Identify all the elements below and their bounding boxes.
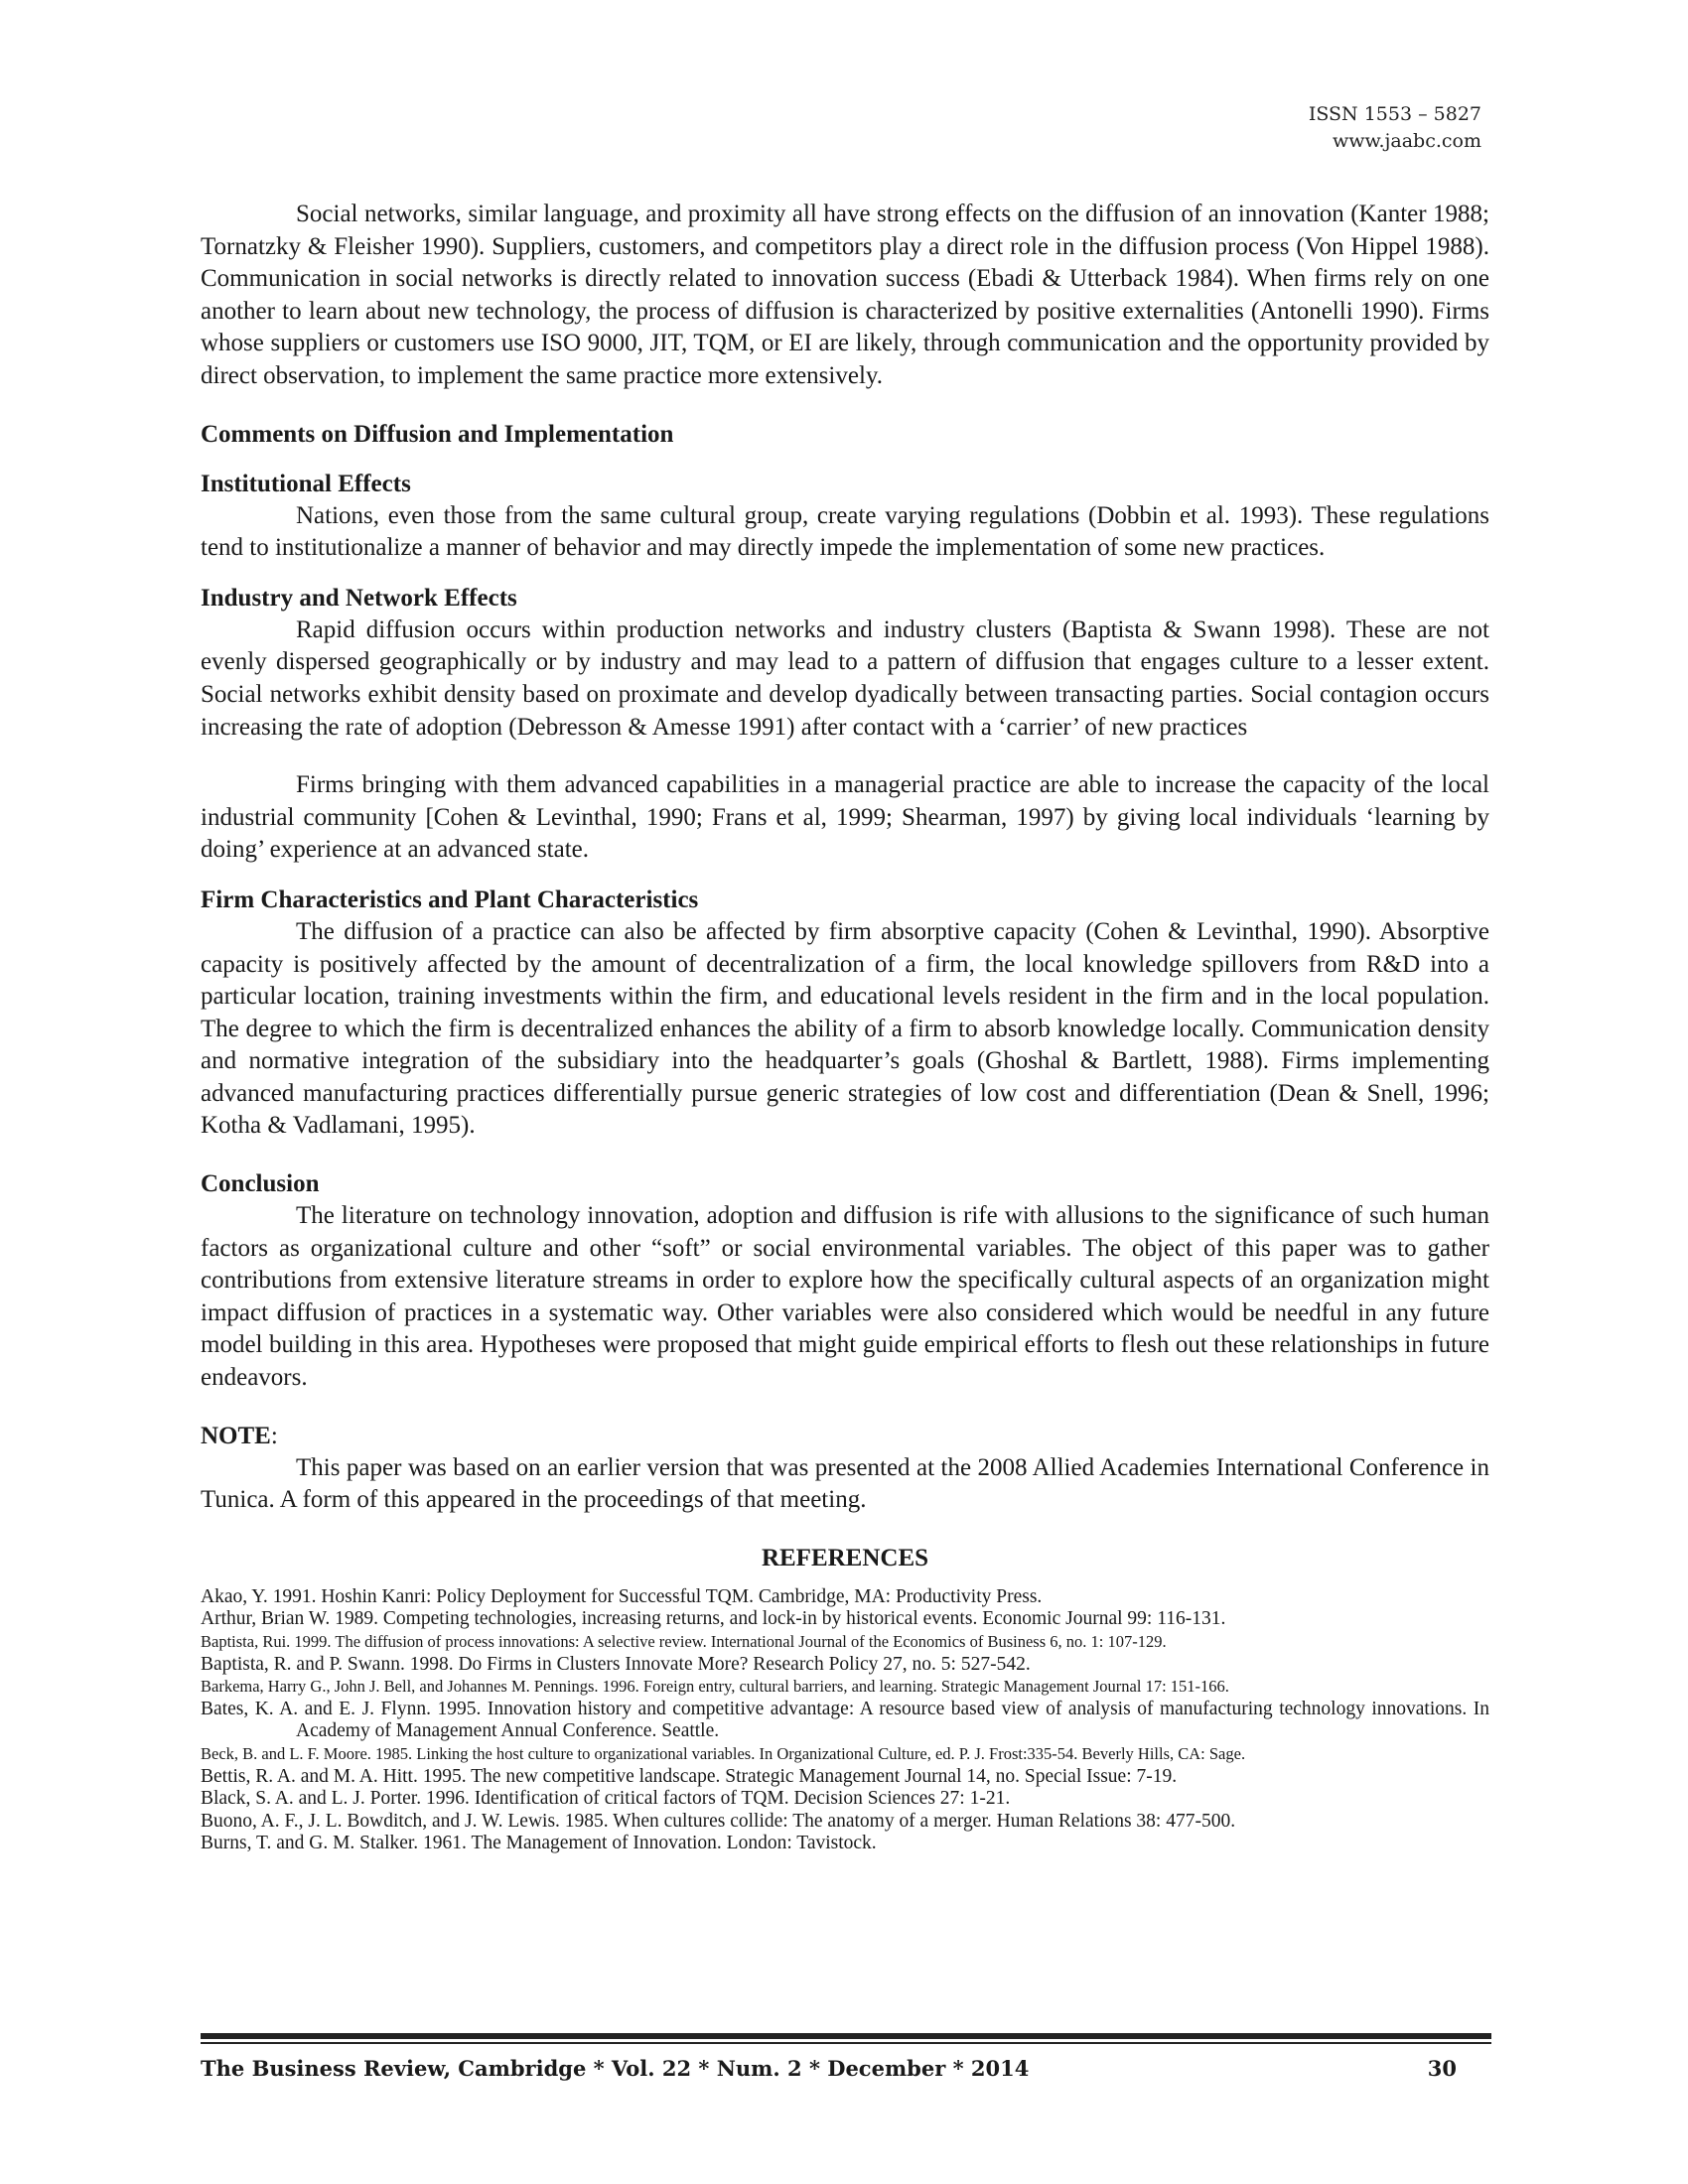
- issn-number: ISSN 1553 – 5827: [1308, 103, 1481, 125]
- reference-item: Black, S. A. and L. J. Porter. 1996. Identification of critical factors of TQM. Decision Sciences 27: 1-21.: [201, 1788, 1011, 1810]
- page-header: [1309, 101, 1481, 155]
- note-heading: [201, 1421, 1489, 1452]
- note-text: This paper was based on an earlier version that was presented at the 2008 Allied Academies International Conference in Tunica. A form of this appeared in the proceedings of that meeting.: [201, 1453, 1489, 1514]
- reference-item: Burns, T. and G. M. Stalker. 1961. The Management of Innovation. London: Tavistock.: [201, 1833, 877, 1854]
- industry-effects-text: Rapid diffusion occurs within production networks and industry clusters (Baptista & Swann 1998). These are not evenly dispersed geographically or by industry and may lead to a pattern of diffusion that engages culture to a lesser extent. Social networks exhibit density based on proximate and develop dyadically between transacting parties. Social contagion occurs increasing the rate of adoption (Debresson & Amesse 1991) after contact with a ‘carrier’ of new practices: [201, 615, 1489, 741]
- conclusion-heading: Conclusion: [201, 1170, 320, 1198]
- reference-item: Barkema, Harry G., John J. Bell, and Johannes M. Pennings. 1996. Foreign entry, cultural barriers, and learning. Strategic Management Journal 17: 151-166.: [201, 1677, 1229, 1697]
- article-body: [201, 199, 1489, 1855]
- journal-citation: The Business Review, Cambridge * Vol. 22 * Num. 2 * December * 2014: [201, 2056, 1030, 2081]
- note-label: NOTE: [201, 1422, 271, 1449]
- reference-item: Buono, A. F., J. L. Bowditch, and J. W. Lewis. 1985. When cultures collide: The anatomy of a merger. Human Relations 38: 477-500.: [201, 1810, 1236, 1832]
- reference-item: Bettis, R. A. and M. A. Hitt. 1995. The new competitive landscape. Strategic Management Journal 14, no. Special Issue: 7-19.: [201, 1765, 1178, 1787]
- reference-item: Beck, B. and L. F. Moore. 1985. Linking the host culture to organizational variables. In Organizational Culture, ed. P. J. Frost:335-54. Beverly Hills, CA: Sage.: [201, 1743, 1246, 1763]
- footer-rule-thick: [201, 2033, 1491, 2039]
- firm-characteristics-text: The diffusion of a practice can also be affected by firm absorptive capacity (Cohen & Levinthal, 1990). Absorptive capacity is positively affected by the amount of decentralization of a firm, the local knowledge spillovers from R&D into a particular location, training investments within the firm, and educational levels resident in the firm and in the local population. The degree to which the firm is decentralized enhances the ability of a firm to absorb knowledge locally. Communication density and normative integration of the subsidiary into the headquarter’s goals (Ghoshal & Bartlett, 1988). Firms implementing advanced manufacturing practices differentially pursue generic strategies of low cost and differentiation (Dean & Snell, 1996; Kotha & Vadlamani, 1995).: [201, 917, 1489, 1140]
- page-number: 30: [1427, 2056, 1457, 2081]
- reference-item: Baptista, Rui. 1999. The diffusion of process innovations: A selective review. International Journal of the Economics of Business 6, no. 1: 107-129.: [201, 1632, 1167, 1651]
- journal-website: www.jaabc.com: [1332, 130, 1481, 152]
- conclusion-text: The literature on technology innovation, adoption and diffusion is rife with allusions to the significance of such human factors as organizational culture and other “soft” or social environmental variables. The object of this paper was to gather contributions from extensive literature streams in order to explore how the specifically cultural aspects of an organization might impact diffusion of practices in a systematic way. Other variables were also considered which would be needful in any future model building in this area. Hypotheses were proposed that might guide empirical efforts to flesh out these relationships in future endeavors.: [201, 1202, 1489, 1392]
- institutional-effects-heading: Institutional Effects: [201, 470, 411, 497]
- institutional-effects-text: Nations, even those from the same cultural group, create varying regulations (Dobbin et al. 1993). These regulations tend to institutionalize a manner of behavior and may directly impede the implementation of some new practices.: [201, 501, 1489, 562]
- reference-item: Akao, Y. 1991. Hoshin Kanri: Policy Deployment for Successful TQM. Cambridge, MA: Productivity Press.: [201, 1585, 1043, 1607]
- reference-item: Baptista, R. and P. Swann. 1998. Do Firms in Clusters Innovate More? Research Policy 27, no. 5: 527-542.: [201, 1653, 1031, 1675]
- reference-item: Bates, K. A. and E. J. Flynn. 1995. Innovation history and competitive advantage: A resource based view of analysis of manufacturing technology innovations. In Academy of Management Annual Conference. Seattle.: [201, 1698, 1489, 1742]
- intro-paragraph: Social networks, similar language, and proximity all have strong effects on the diffusion of an innovation (Kanter 1988; Tornatzky & Fleisher 1990). Suppliers, customers, and competitors play a direct role in the diffusion process (Von Hippel 1988). Communication in social networks is directly related to innovation success (Ebadi & Utterback 1984). When firms rely on one another to learn about new technology, the process of diffusion is characterized by positive externalities (Antonelli 1990). Firms whose suppliers or customers use ISO 9000, JIT, TQM, or EI are likely, through communication and the opportunity provided by direct observation, to implement the same practice more extensively.: [201, 201, 1489, 389]
- industry-effects-heading: Industry and Network Effects: [201, 584, 517, 612]
- note-colon: :: [270, 1422, 278, 1449]
- references-heading: REFERENCES: [761, 1544, 929, 1571]
- references-list: [201, 1586, 1489, 1855]
- page-footer: [201, 2055, 1457, 2083]
- industry-effects-text-2: Firms bringing with them advanced capabilities in a managerial practice are able to increase the capacity of the local industrial community [Cohen & Levinthal, 1990; Frans et al, 1999; Shearman, 1997) by giving local individuals ‘learning by doing’ experience at an advanced state.: [201, 771, 1489, 864]
- reference-item: Arthur, Brian W. 1989. Competing technologies, increasing returns, and lock-in by historical events. Economic Journal 99: 116-131.: [201, 1608, 1226, 1630]
- section-heading: Comments on Diffusion and Implementation: [201, 420, 674, 448]
- firm-characteristics-heading: Firm Characteristics and Plant Characteristics: [201, 886, 699, 913]
- footer-rule-thin: [201, 2042, 1491, 2044]
